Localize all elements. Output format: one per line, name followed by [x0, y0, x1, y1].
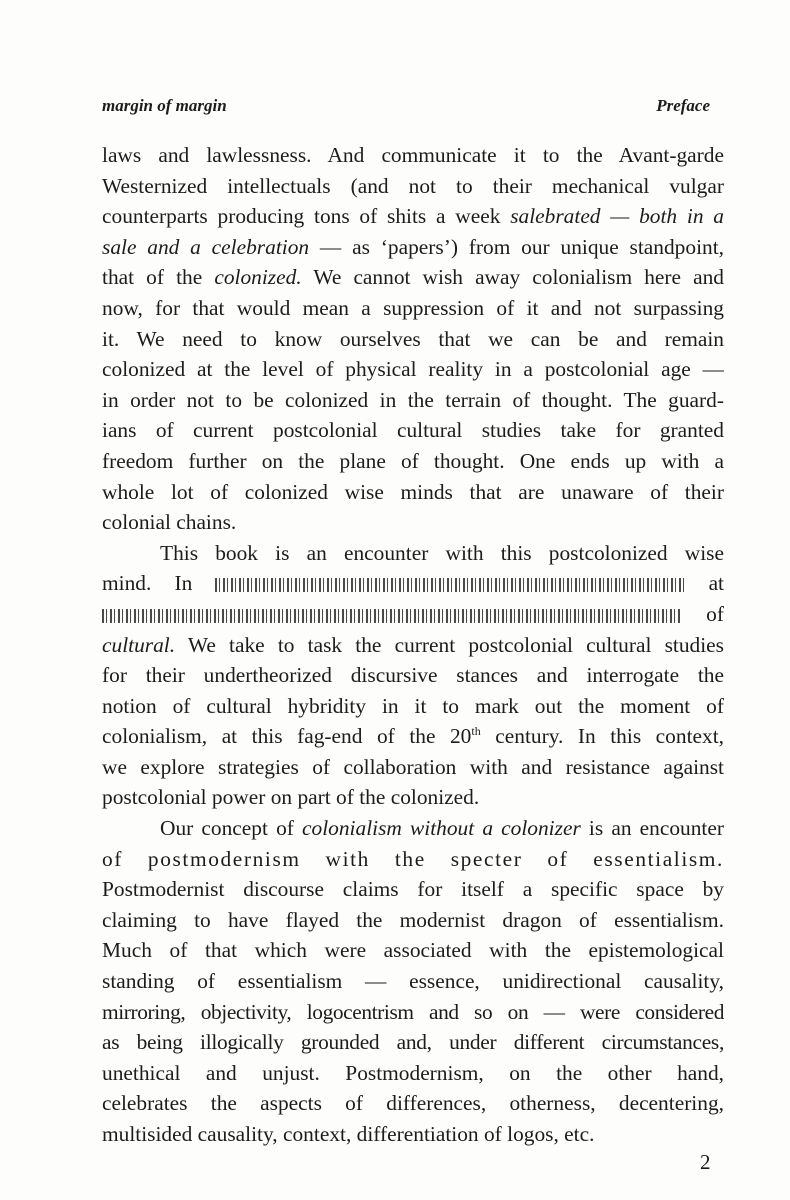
- text-line: claiming to have flayed the modernist dragon of essentialism.: [102, 907, 724, 932]
- text-line: Westernized intellectuals (and not to their mechanical vulgar: [102, 173, 724, 198]
- text-line: multisided causality, context, differentiation of logos, etc.: [102, 1122, 595, 1146]
- text-line: standing of essentialism — essence, unidirectional causality,: [102, 969, 724, 994]
- running-head-right: Preface: [656, 96, 710, 115]
- text-line: Much of that which were associated with the epistemological: [102, 938, 724, 963]
- text-line: colonial chains.: [102, 510, 237, 535]
- text-line: Postmodernist discourse claims for itself a specific space by: [102, 877, 724, 902]
- text-line: it. We need to know ourselves that we can be and remain: [102, 326, 724, 351]
- text-line: in order not to be colonized in the terrain of thought. The guard-: [102, 387, 724, 412]
- text-line: counterparts producing tons of shits a week salebrated — both in a: [102, 204, 724, 229]
- running-head-left: margin of margin: [102, 96, 227, 115]
- paragraph-2: [102, 538, 724, 813]
- text-line: now, for that would mean a suppression of it and not surpassing: [102, 295, 724, 320]
- text-line: This book is an encounter with this postcolonized wise: [160, 540, 724, 565]
- text-line: that of the colonized. We cannot wish away colonialism here and: [102, 265, 724, 290]
- text-line: laws and lawlessness. And communicate it to the Avant-garde: [102, 143, 724, 167]
- text-line: sale and a celebration — as ‘papers’) from our unique standpoint,: [102, 234, 724, 259]
- running-head: [102, 96, 710, 120]
- text-line: postcolonial power on part of the colonized.: [102, 785, 480, 810]
- text-line: Our concept of colonialism without a colonizer is an encounter: [160, 816, 724, 841]
- text-line: cultural. We take to task the current postcolonial cultural studies: [102, 632, 724, 657]
- text-line: freedom further on the plane of thought. One ends up with a: [102, 448, 724, 473]
- text-line: we explore strategies of collaboration with and resistance against: [102, 754, 724, 779]
- text-line: ians of current postcolonial cultural studies take for granted: [102, 418, 724, 443]
- garbled-print: [102, 609, 682, 623]
- paragraph-3: [102, 813, 724, 1150]
- text-line: mirroring, objectivity, logocentrism and so on — were considered: [102, 999, 724, 1024]
- page-number: 2: [700, 1150, 711, 1174]
- text-line: of: [102, 599, 724, 630]
- text-line: mind. In at: [102, 571, 724, 596]
- text-line: colonized at the level of physical reality in a postcolonial age —: [102, 357, 724, 382]
- text-line: celebrates the aspects of differences, otherness, decentering,: [102, 1091, 724, 1116]
- body-text: [102, 140, 724, 1150]
- paragraph-1: [102, 140, 724, 538]
- text-line: of postmodernism with the specter of essentialism.: [102, 846, 724, 871]
- text-line: unethical and unjust. Postmodernism, on the other hand,: [102, 1060, 724, 1085]
- garbled-print: [215, 578, 685, 592]
- text-line: colonialism, at this fag-end of the 20th century. In this context,: [102, 724, 724, 749]
- text-line: for their undertheorized discursive stances and interrogate the: [102, 663, 724, 688]
- text-line: notion of cultural hybridity in it to mark out the moment of: [102, 693, 724, 718]
- text-line: as being illogically grounded and, under different circumstances,: [102, 1030, 724, 1055]
- text-line: whole lot of colonized wise minds that are unaware of their: [102, 479, 724, 504]
